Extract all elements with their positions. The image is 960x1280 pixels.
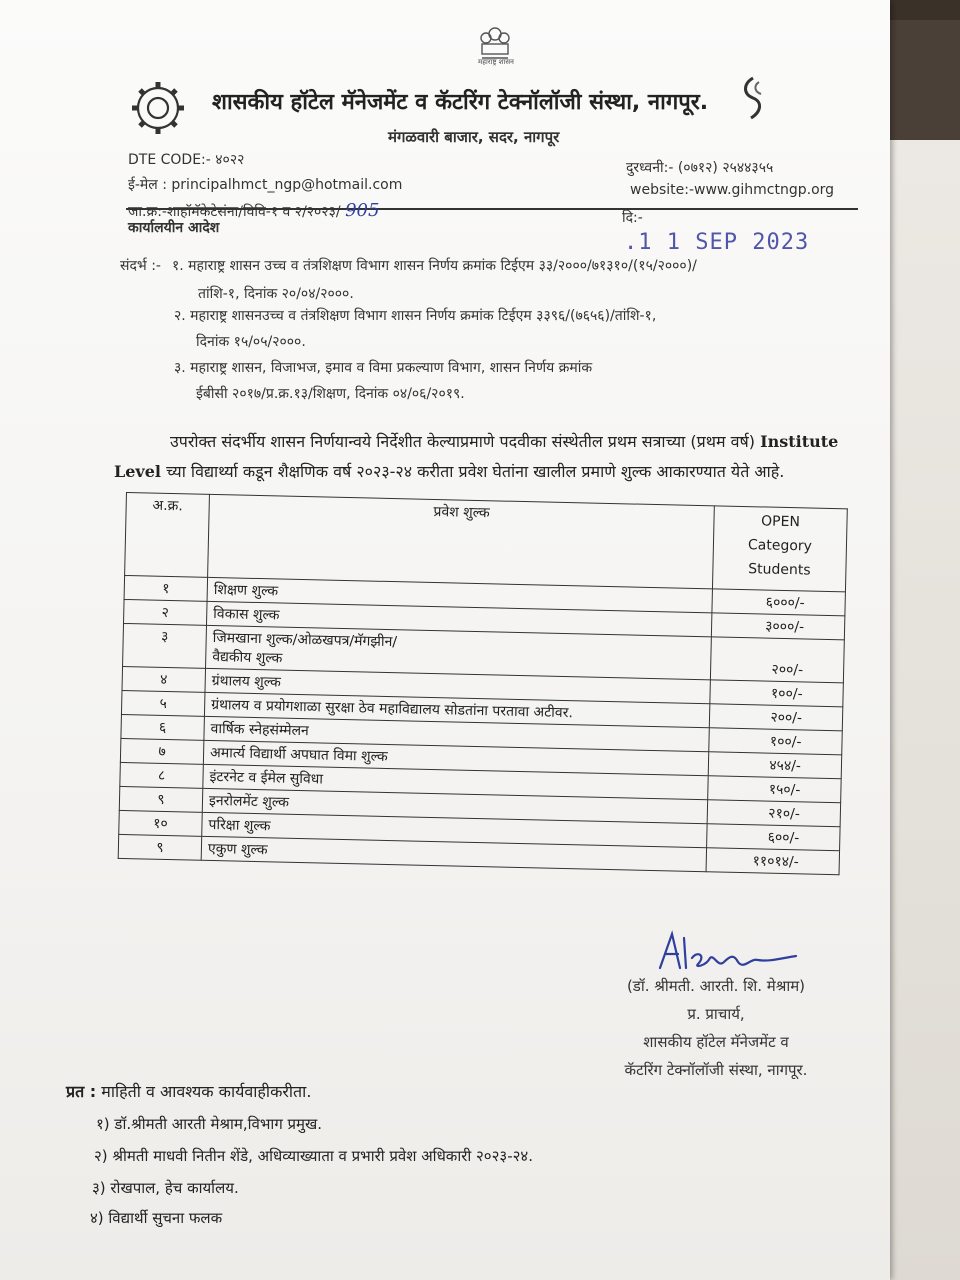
row-amount: २१०/- xyxy=(707,800,841,827)
row-amount: ३०००/- xyxy=(711,613,845,640)
reference-item-2-line1: २. महाराष्ट्र शासनउच्च व तंत्रशिक्षण विभाग शासन निर्णय क्रमांक टिईएम ३३९६/(७६५६)/तांशि-१, xyxy=(174,308,657,324)
emblem-caption: महाराष्ट्र शासन xyxy=(478,58,514,66)
row-fee-name: परिक्षा शुल्क xyxy=(202,812,707,847)
reference-item-1-line2: तांशि-१, दिनांक २०/०४/२०००. xyxy=(198,286,354,302)
right-logo-icon xyxy=(733,74,773,122)
row-fee-name: वार्षिक स्नेहसंम्मेलन xyxy=(204,716,709,751)
signature-scribble xyxy=(650,928,800,978)
reference-item-1-line1: १. महाराष्ट्र शासन उच्च व तंत्रशिक्षण विभाग शासन निर्णय क्रमांक टिईएम ३३/२०००/७१३१०/(१५/२०००)/ xyxy=(172,258,697,274)
copy-to-item: ३) रोखपाल, हेच कार्यालय. xyxy=(92,1179,239,1197)
row-fee-name: ग्रंथालय शुल्क xyxy=(205,668,710,703)
row-serial: १ xyxy=(124,575,208,601)
reference-number-handwritten: 905 xyxy=(345,200,380,221)
copy-to-item: ४) विद्यार्थी सुचना फलक xyxy=(90,1209,223,1227)
copy-to-item: १) डॉ.श्रीमती आरती मेश्राम,विभाग प्रमुख. xyxy=(96,1115,323,1133)
institute-name: शासकीय हॉटेल मॅनेजमेंट व कॅटरिंग टेक्नॉलॉजी संस्था, नागपूर. xyxy=(212,90,709,115)
signature-block xyxy=(596,972,836,1084)
header-open-category xyxy=(712,506,847,592)
institute-gear-logo-icon xyxy=(128,78,188,138)
body-paragraph-line2 xyxy=(114,460,784,482)
row-amount: १००/- xyxy=(710,680,844,707)
fee-table xyxy=(118,492,848,875)
row-amount: २००/- xyxy=(710,637,844,683)
references-label: संदर्भ :- xyxy=(120,258,161,274)
row-serial: ९ xyxy=(118,834,202,860)
row-serial: ७ xyxy=(120,738,204,764)
signatory-designation: प्र. प्राचार्य, xyxy=(687,1005,745,1023)
body-paragraph-bold-2: Level xyxy=(114,462,161,481)
header-serial: अ.क्र. xyxy=(125,493,210,578)
row-amount: ६००/- xyxy=(707,824,841,851)
row-serial: १० xyxy=(119,810,203,836)
row-amount: १००/- xyxy=(709,728,843,755)
header-open: OPEN xyxy=(760,513,801,531)
header-fee-name: प्रवेश शुल्क xyxy=(208,494,715,588)
row-amount: ६०००/- xyxy=(712,589,846,616)
state-emblem-icon xyxy=(470,22,520,78)
website-line: website:-www.gihmctngp.org xyxy=(630,182,835,198)
row-fee-name: इनरोलमेंट शुल्क xyxy=(202,788,707,823)
row-serial: ५ xyxy=(121,690,205,716)
signatory-org-line2: कॅटरिंग टेक्नॉलॉजी संस्था, नागपूर. xyxy=(624,1061,808,1079)
signatory-org-line1: शासकीय हॉटेल मॅनेजमेंट व xyxy=(643,1033,789,1051)
date-label: दि:- xyxy=(622,210,643,226)
order-heading: कार्यालयीन आदेश xyxy=(128,220,220,236)
row-fee-name: एकुण शुल्क xyxy=(201,836,706,871)
row-amount: २००/- xyxy=(709,704,843,731)
body-paragraph-text: उपरोक्त संदर्भीय शासन निर्णयान्वये निर्देशीत केल्याप्रमाणे पदवीका संस्थेतील प्रथम सत्राच्या (प्रथम वर्ष) xyxy=(170,432,756,451)
row-serial: २ xyxy=(124,599,208,625)
copy-to-purpose: माहिती व आवश्यक कार्यवाहीकरीता. xyxy=(101,1082,312,1101)
signatory-name: (डॉ. श्रीमती. आरती. शि. मेश्राम) xyxy=(626,977,806,995)
copy-to-heading xyxy=(66,1080,311,1102)
reference-number-printed: जा.क्र:-शाहॉमॅकेटेसंना/विवि-१ व २/२०२३/ xyxy=(128,204,341,220)
row-fee-name-line1: जिमखाना शुल्क/ओळखपत्र/मॅगझीन/ xyxy=(212,630,398,651)
body-paragraph-bold: Institute xyxy=(760,432,839,451)
row-amount: १५०/- xyxy=(708,776,842,803)
header-students: Students xyxy=(748,561,811,579)
row-fee-name: ग्रंथालय व प्रयोगशाळा सुरक्षा ठेव महाविद्यालय सोडतांना परतावा अटीवर. xyxy=(204,692,709,727)
row-fee-name-line2: वैद्यकीय शुल्क xyxy=(212,649,283,667)
body-paragraph-line1 xyxy=(170,430,838,452)
reference-item-3-line2: ईबीसी २०१७/प्र.क्र.१३/शिक्षण, दिनांक ०४/०६/२०१९. xyxy=(196,386,465,402)
reference-item-3-line1: ३. महाराष्ट्र शासन, विजाभज, इमाव व विमा प्रकल्याण विभाग, शासन निर्णय क्रमांक xyxy=(174,360,593,376)
row-serial: ९ xyxy=(119,786,203,812)
email-line: ई-मेल : principalhmct_ngp@hotmail.com xyxy=(128,177,403,193)
dte-code: DTE CODE:- ४०२२ xyxy=(128,152,245,168)
phone-line: दुरध्वनी:- (०७१२) २५४४३५५ xyxy=(626,160,774,176)
body-paragraph-text-2: च्या विद्यार्थ्या कडून शैक्षणिक वर्ष २०२३-२४ करीता प्रवेश घेतांना खालील प्रमाणे शुल्क आकारण्यात येते आहे. xyxy=(166,462,785,481)
row-fee-name: अमार्त्य विद्यार्थी अपघात विमा शुल्क xyxy=(203,740,708,775)
fee-table-header xyxy=(125,493,848,592)
row-serial: ८ xyxy=(120,762,204,788)
row-serial: ६ xyxy=(121,714,205,740)
row-fee-name: इंटरनेट व ईमेल सुविधा xyxy=(203,764,708,799)
institute-address: मंगळवारी बाजार, सदर, नागपूर xyxy=(388,128,560,146)
date-stamp: .1 1 SEP 2023 xyxy=(624,230,810,255)
header-category: Category xyxy=(747,537,813,555)
copy-to-label: प्रत : xyxy=(66,1082,97,1101)
row-amount: ११०१४/- xyxy=(706,848,840,875)
row-amount: ४५४/- xyxy=(708,752,842,779)
copy-to-item: २) श्रीमती माधवी नितीन शेंडे, अधिव्याख्याता व प्रभारी प्रवेश अधिकारी २०२३-२४. xyxy=(94,1147,533,1165)
row-serial: ४ xyxy=(122,666,206,692)
row-fee-name: शिक्षण शुल्क xyxy=(207,577,712,612)
row-serial: ३ xyxy=(123,623,207,668)
row-fee-name: विकास शुल्क xyxy=(206,601,711,636)
reference-item-2-line2: दिनांक १५/०५/२०००. xyxy=(196,334,306,350)
